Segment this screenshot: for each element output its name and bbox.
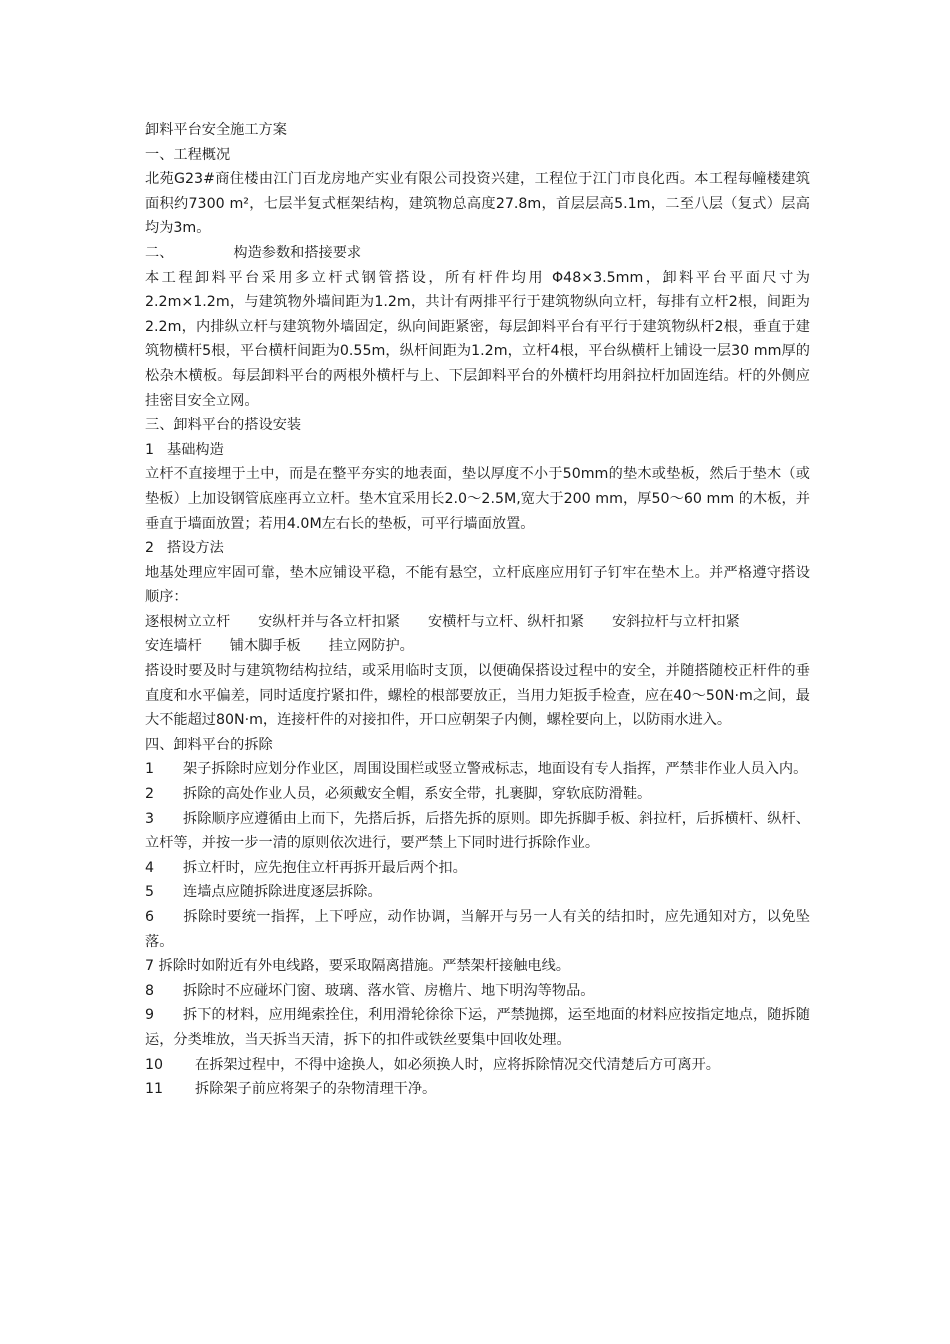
list-item-text: 拆立杆时，应先抱住立杆再拆开最后两个扣。 xyxy=(183,859,467,876)
list-item-num: 7 xyxy=(145,958,155,975)
list-item-num: 6 xyxy=(145,909,155,925)
section3-sub1-body: 立杆不直接埋于土中，而是在整平夯实的地表面，垫以厚度不小于50mm的垫木或垫板，然后于垫木（或垫板）上加设钢管底座再立立杆。垫木宜采用长2.0～2.5M,宽大于200 mm，厚50～60 mm 的木板，并垂直于墙面放置；若用4.0M左右长的垫板，可平行墙面放置。 xyxy=(145,466,810,532)
step-item: 挂立网防护。 xyxy=(328,638,414,655)
section1-body: 北苑G23#商住楼由江门百龙房地产实业有限公司投资兴建，工程位于江门市良化西。本工程每幢楼建筑面积约7300 m²，七层半复式框架结构，建筑物总高度27.8m，首层层高5.1m，二至八层（复式）层高均为3m。 xyxy=(145,171,810,237)
list-item xyxy=(145,807,810,856)
list-item xyxy=(145,856,810,881)
list-item-text: 拆除架子前应将架子的杂物清理干净。 xyxy=(195,1081,437,1098)
section4-heading: 四、卸料平台的拆除 xyxy=(145,736,273,753)
list-item xyxy=(145,1003,810,1052)
list-item-num: 9 xyxy=(145,1007,155,1024)
list-item xyxy=(145,757,810,782)
list-item xyxy=(145,782,810,807)
list-item-num: 8 xyxy=(145,982,155,999)
step-item: 安纵杆并与各立杆扣紧 xyxy=(258,613,401,630)
section3-sub1-num: 1 xyxy=(145,441,155,458)
list-item-num: 4 xyxy=(145,859,155,876)
list-item-num: 1 xyxy=(145,761,155,778)
section3-sub1-heading xyxy=(145,438,810,463)
list-item-num: 10 xyxy=(145,1056,164,1073)
list-item xyxy=(145,880,810,905)
list-item-text: 拆下的材料，应用绳索拴住，利用滑轮徐徐下运，严禁抛掷，运至地面的材料应按指定地点，随拆随运，分类堆放，当天拆当天清，拆下的扣件或铁丝要集中回收处理。 xyxy=(145,1007,810,1048)
section2-heading xyxy=(145,241,810,266)
list-item-text: 在拆架过程中，不得中途换人，如必须换人时，应将拆除情况交代清楚后方可离开。 xyxy=(195,1056,720,1073)
document-title: 卸料平台安全施工方案 xyxy=(145,122,287,138)
list-item xyxy=(145,905,810,954)
step-item: 安斜拉杆与立杆扣紧 xyxy=(612,613,740,630)
list-item-num: 5 xyxy=(145,884,155,901)
list-item-num: 11 xyxy=(145,1081,164,1098)
section3-sub2-body: 地基处理应牢固可靠，垫木应铺设平稳，不能有悬空，立杆底座应用钉子钉牢在垫木上。并严格遵守搭设顺序： xyxy=(145,564,810,606)
list-item-num: 3 xyxy=(145,810,155,827)
list-item xyxy=(145,1053,810,1078)
list-item-text: 拆除时不应碰坏门窗、玻璃、落水管、房檐片、地下明沟等物品。 xyxy=(183,982,595,999)
section2-body: 本工程卸料平台采用多立杆式钢管搭设，所有杆件均用 Φ48×3.5mm，卸料平台平面尺寸为2.2m×1.2m，与建筑物外墙间距为1.2m，共计有两排平行于建筑物纵向立杆，每排有立杆2根，间距为2.2m，内排纵立杆与建筑物外墙固定，纵向间距紧密，每层卸料平台有平行于建筑物纵杆2根，垂直于建筑物横杆5根，平台横杆间距为0.55m，纵杆间距为1.2m，立杆4根，平台纵横杆上铺设一层30 mm厚的松杂木横板。每层卸料平台的两根外横杆与上、下层卸料平台的外横杆均用斜拉杆加固连结。杆的外侧应挂密目安全立网。 xyxy=(145,269,810,409)
list-item-text: 连墙点应随拆除进度逐层拆除。 xyxy=(183,884,382,901)
section1-heading: 一、工程概况 xyxy=(145,146,231,163)
steps-line-2 xyxy=(145,634,810,659)
step-item: 逐根树立立杆 xyxy=(145,613,231,630)
section3-heading: 三、卸料平台的搭设安装 xyxy=(145,417,302,434)
section2-heading-num: 二、 xyxy=(145,244,174,261)
list-item-text: 拆除时如附近有外电线路，要采取隔离措施。严禁架杆接触电线。 xyxy=(158,958,570,975)
list-item xyxy=(145,1077,810,1102)
list-item xyxy=(145,954,810,979)
section3-sub2-title: 搭设方法 xyxy=(167,540,224,557)
list-item-text: 拆除的高处作业人员，必须戴安全帽，系安全带，扎裹脚，穿软底防滑鞋。 xyxy=(183,786,652,803)
step-item: 安横杆与立杆、纵杆扣紧 xyxy=(428,613,585,630)
list-item-num: 2 xyxy=(145,786,155,803)
document-body xyxy=(145,118,810,1102)
list-item-text: 拆除顺序应遵循由上而下，先搭后拆，后搭先拆的原则。即先拆脚手板、斜拉杆，后拆横杆、纵杆、立杆等，并按一步一清的原则依次进行，要严禁上下同时进行拆除作业。 xyxy=(145,810,810,852)
step-item: 铺木脚手板 xyxy=(229,638,301,655)
section2-heading-text: 构造参数和搭接要求 xyxy=(233,244,362,261)
section3-sub2-heading xyxy=(145,536,810,561)
section3-sub2-body2: 搭设时要及时与建筑物结构拉结，或采用临时支顶，以便确保搭设过程中的安全，并随搭随校正杆件的垂直度和水平偏差，同时适度拧紧扣件，螺栓的根部要放正，当用力矩扳手检查，应在40～50N·m之间，最大不能超过80N·m，连接杆件的对接扣件，开口应朝架子内侧，螺栓要向上，以防雨水进入。 xyxy=(145,663,810,729)
section3-sub1-title: 基础构造 xyxy=(167,441,224,458)
list-item xyxy=(145,979,810,1004)
section3-sub2-num: 2 xyxy=(145,540,155,557)
step-item: 安连墙杆 xyxy=(145,638,202,655)
steps-line-1 xyxy=(145,610,810,635)
list-item-text: 架子拆除时应划分作业区，周围设围栏或竖立警戒标志，地面设有专人指挥，严禁非作业人员入内。 xyxy=(183,761,808,778)
list-item-text: 拆除时要统一指挥，上下呼应，动作协调，当解开与另一人有关的结扣时，应先通知对方，以免坠落。 xyxy=(145,909,810,950)
